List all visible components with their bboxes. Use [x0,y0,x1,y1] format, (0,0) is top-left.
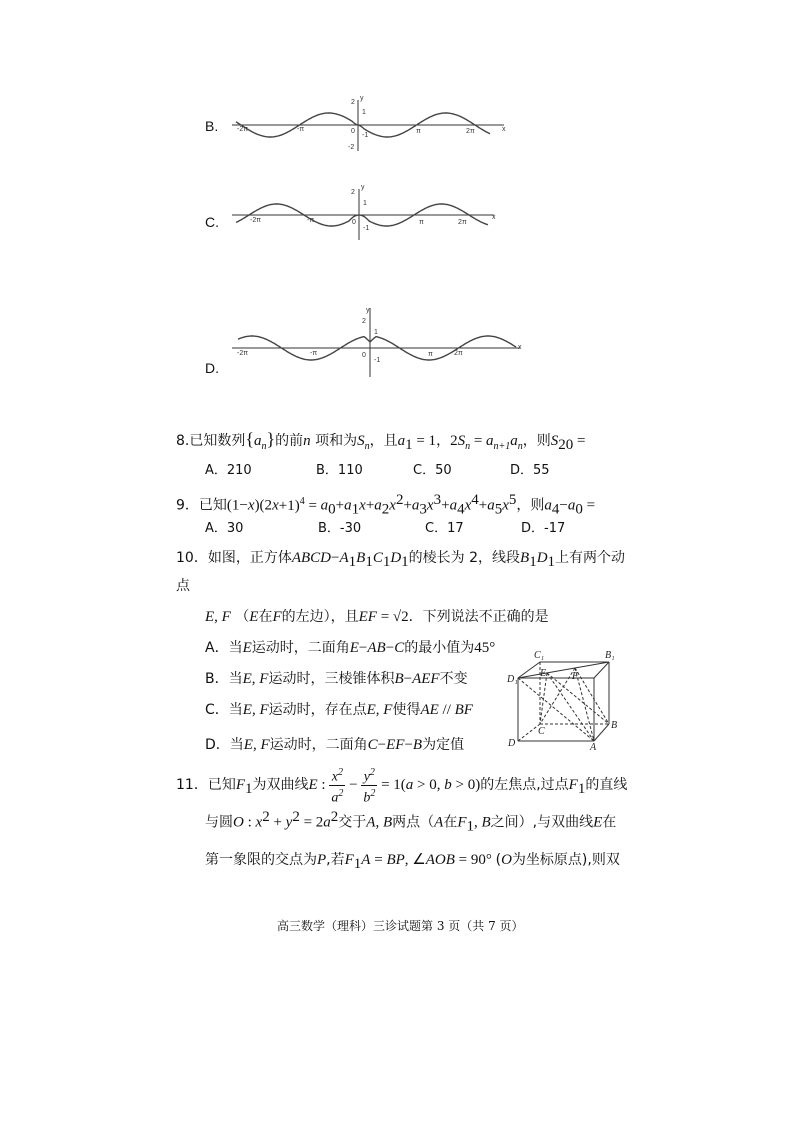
tick-pi: π [428,351,433,358]
question-10-line1: 10．如图，正方体$ABCD-A_1B_1C_1D_1$的棱长为 2，线段$B_1D_1$上有两个动 [176,550,626,570]
tick-negpi: -π [307,217,315,224]
page-footer: 高三数学（理科）三诊试题第 3 页（共 7 页） [277,919,524,933]
tick-y-neg2: -2 [348,144,355,151]
question-number: 10． [176,550,208,566]
q8-choice-b[interactable]: B．110 [316,463,363,478]
label-c1: C₁ [534,650,545,661]
q8-choice-a[interactable]: A．210 [205,463,252,478]
option-b-letter: B. [205,118,219,134]
tick-y-2: 2 [351,99,355,106]
q8-choice-d[interactable]: D．55 [510,463,550,478]
tick-zero: 0 [362,352,366,359]
question-11-line1: 11．已知$F_1$为双曲线E : $\frac{x^2}{a^2}$ − $\frac{y^2}{b^2}$ = 1(a > 0, b > 0)的左焦点,过点$F_1$的直线 [176,767,628,806]
tick-y-1: 1 [374,329,378,336]
option-d-letter: D. [205,360,219,376]
option-c-letter: C. [205,214,219,230]
tick-neg2pi: -2π [250,217,262,224]
tick-zero: 0 [351,128,355,135]
question-8: 8.已知数列$\{a_n\}$的前n 项和为$S_n$，且$a_1 = 1$，$2S_n = a_{n+1}a_n$，则$S_{20}$ = [176,429,586,453]
x-axis-label: x [502,126,506,133]
tick-pi: π [419,219,424,226]
question-10-line2: 点 [176,578,190,594]
question-text: 已知 [207,777,236,794]
tick-zero: 0 [352,219,356,226]
tick-y-2: 2 [351,189,355,196]
question-11-line2: 与圆O : $x^2 + y^2 = 2a^2$交于A, B两点（A在$F_1$, B之间）,与双曲线E在 [205,809,617,835]
question-text: 已知 [198,497,227,514]
tick-negpi: -π [310,350,318,357]
question-9: 9．已知$(1-x)(2x+1)^4 = a_0+a_1x+a_2x^2+a_3x^3+a_4x^4+a_5x^5$，则$a_4-a_0$ = [176,492,596,518]
tick-2pi: 2π [458,219,467,226]
question-text: 已知数列 [189,433,246,449]
tick-y-neg1: -1 [363,225,370,232]
label-b: B [611,720,618,731]
tick-negpi: -π [297,126,305,133]
graph-c [232,183,502,241]
q10-option-a[interactable]: A．当E运动时，二面角E−AB−C的最小值为45° [205,640,496,656]
q9-choice-d[interactable]: D．-17 [521,521,566,536]
label-d1: D₁ [507,674,518,685]
y-axis-label: y [360,95,364,102]
question-text: 如图，正方体 [207,550,292,566]
question-number: 9． [176,497,199,514]
tick-pi: π [416,128,421,135]
tick-y-neg1: -1 [362,132,369,139]
tick-2pi: 2π [466,128,475,135]
label-c: C [538,726,545,737]
x-axis-label: x [518,344,522,351]
question-11-line3: 第一象限的交点为P,若$F_1A$ = BP, ∠AOB = 90° (O为坐标原点),则双 [205,852,620,872]
q9-choice-c[interactable]: C．17 [425,521,464,536]
graph-b [232,94,512,152]
q9-choice-b[interactable]: B．-30 [318,521,362,536]
tick-y-neg1: -1 [374,357,381,364]
tick-y-2: 2 [362,318,366,325]
q10-option-d[interactable]: D．当E, F运动时，二面角C−EF−B为定值 [205,737,465,753]
question-number: 8. [176,433,190,449]
graph-d [232,304,532,378]
y-axis-label: y [366,307,370,314]
q10-option-b[interactable]: B．当E, F运动时，三棱锥体积B−AEF不变 [205,671,468,687]
label-e: E [540,668,547,679]
tick-neg2pi: -2π [237,350,249,357]
label-a: A [590,742,597,752]
label-b1: B₁ [605,650,615,661]
label-d: D [508,738,516,749]
label-f: F [572,671,579,682]
x-axis-label: x [492,214,496,221]
y-axis-label: y [361,184,365,191]
question-number: 11． [176,777,208,794]
tick-y-1: 1 [363,200,367,207]
tick-y-1: 1 [362,109,366,116]
tick-2pi: 2π [454,350,463,357]
cube-figure [503,646,623,752]
question-10-line3: E, F （E在F的左边），且EF = √2．下列说法不正确的是 [205,609,549,625]
q10-option-c[interactable]: C．当E, F运动时，存在点E, F使得AE // BF [205,702,473,718]
q9-choice-a[interactable]: A．30 [205,521,244,536]
tick-neg2pi: -2π [237,126,249,133]
q8-choice-c[interactable]: C．50 [413,463,452,478]
